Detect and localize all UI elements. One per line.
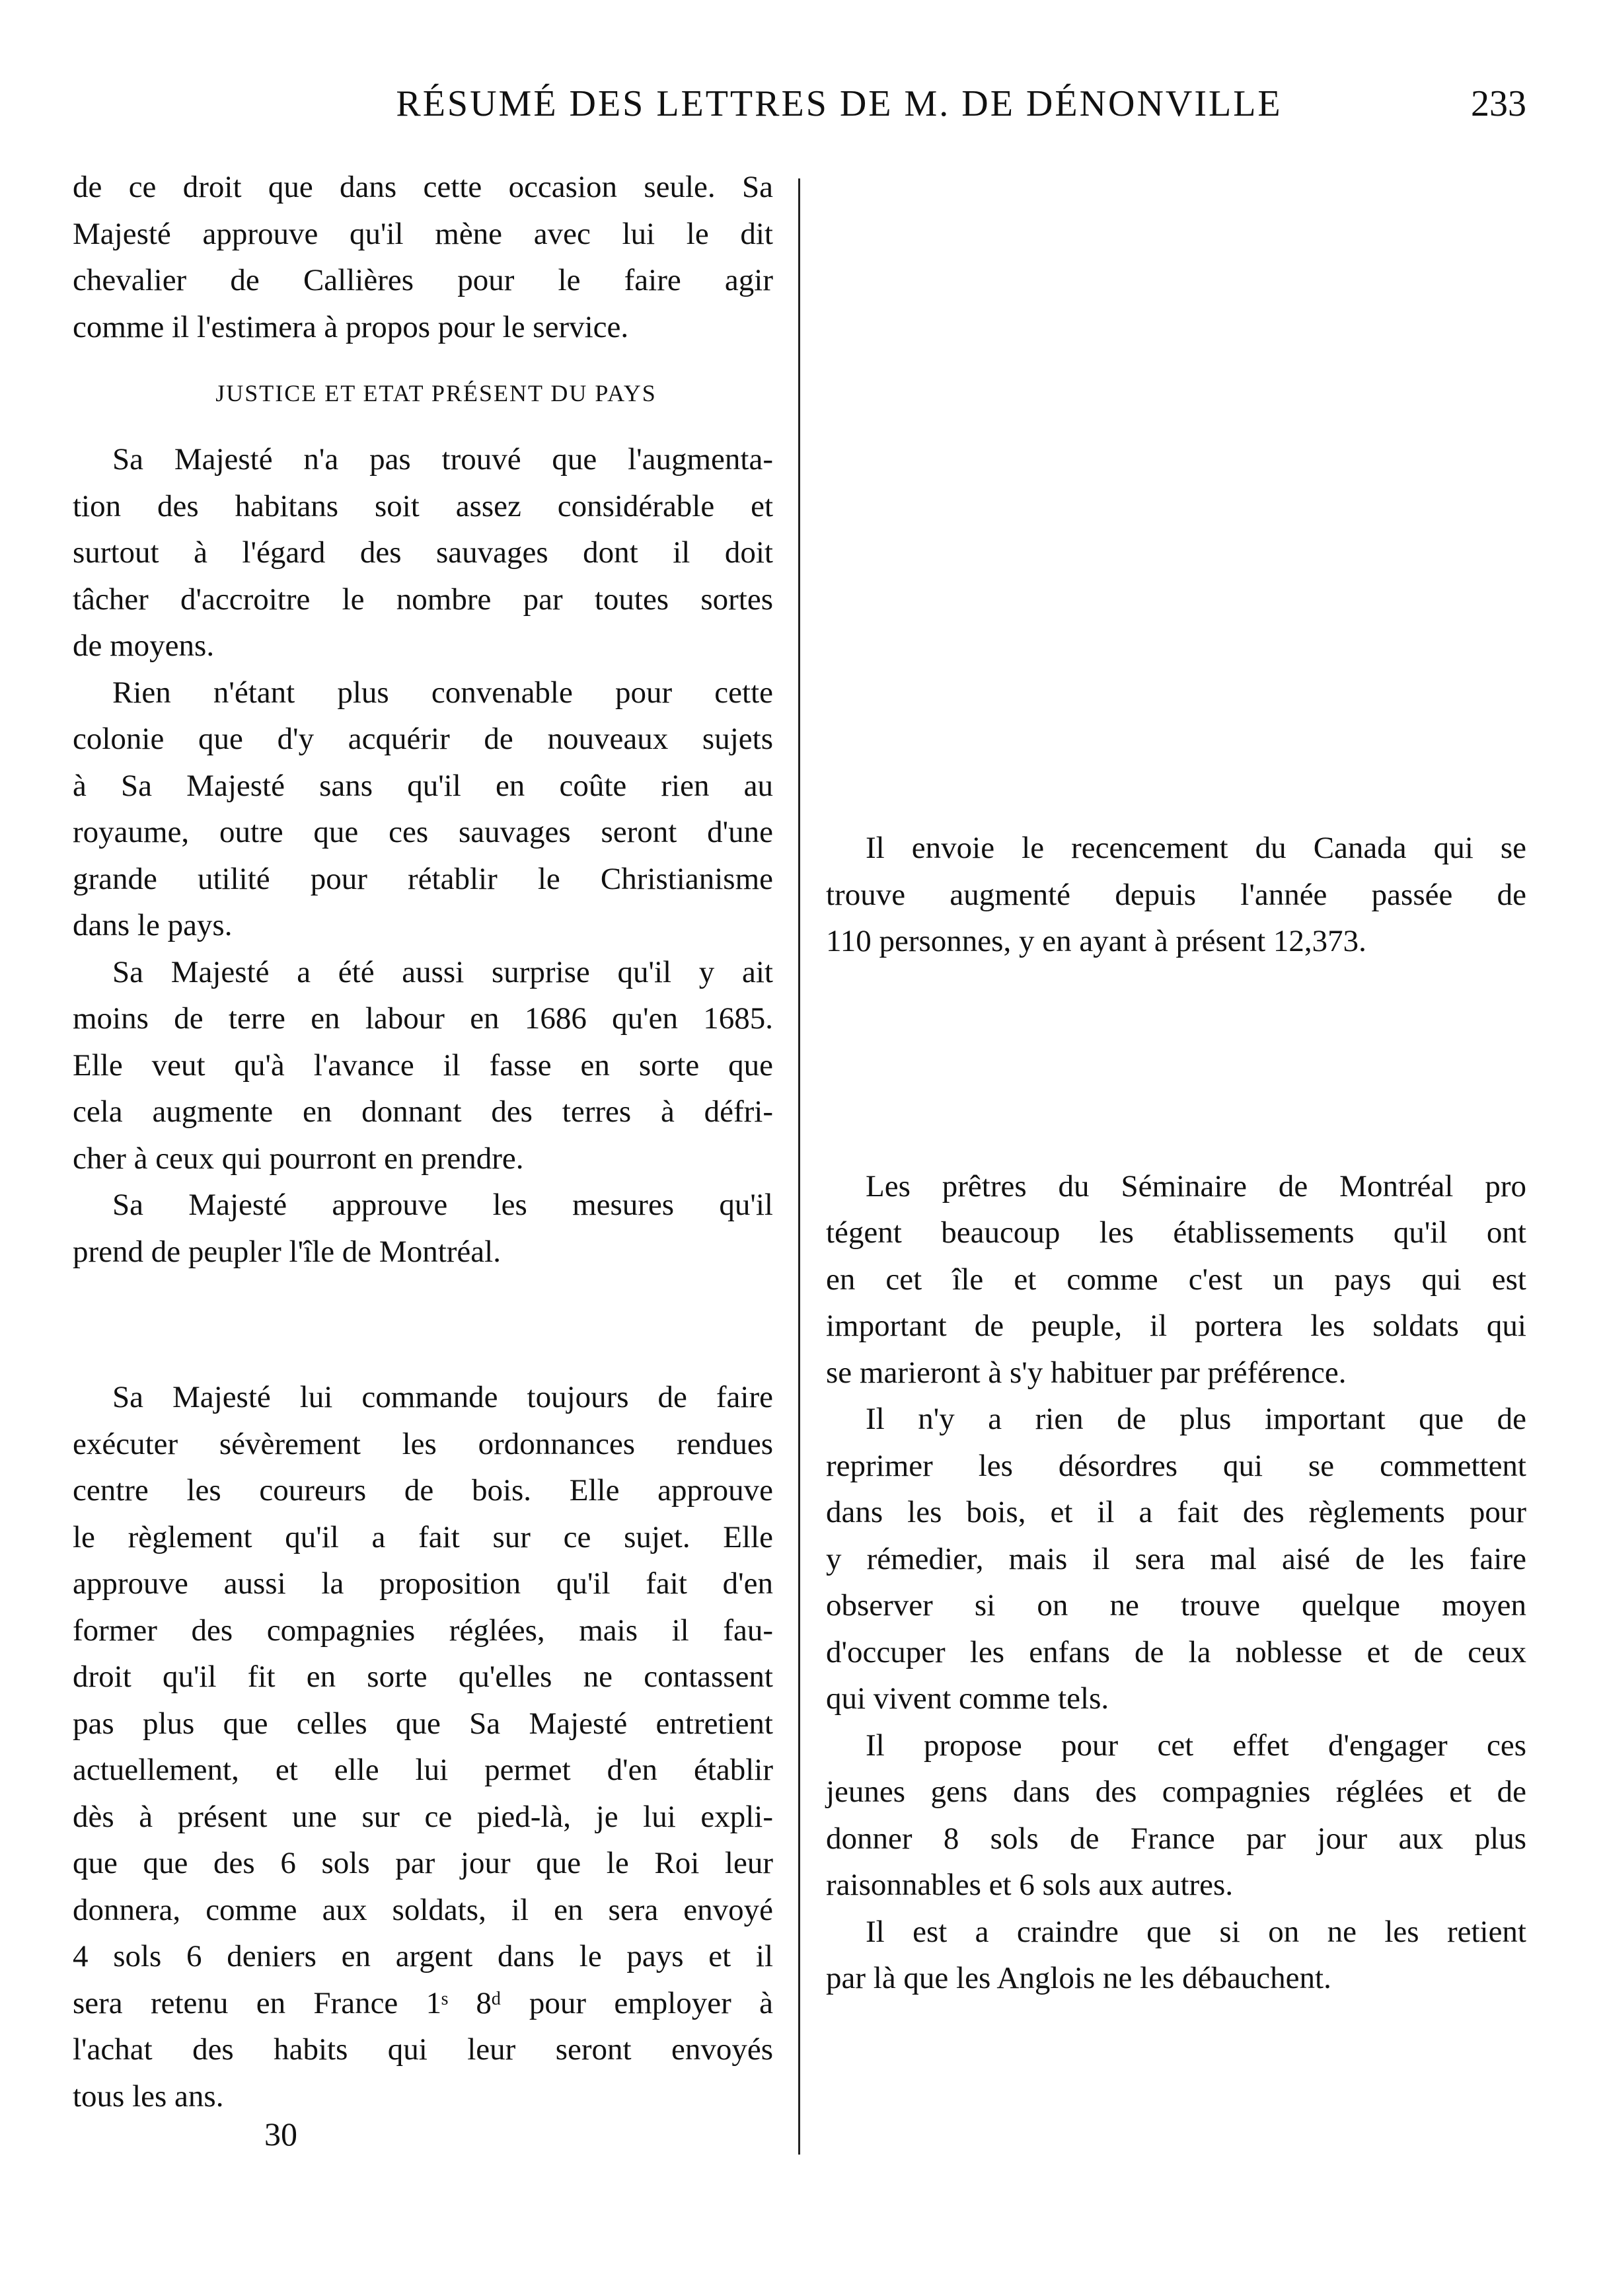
text-line: Il envoie le recencement du Canada qui se (866, 831, 1526, 865)
text-line: par là que les Anglois ne les débauchent. (826, 1961, 1331, 1995)
text-line: actuellement, et elle lui permet d'en établir (73, 1753, 773, 1787)
text-line: 110 personnes, y en ayant à présent 12,373. (826, 924, 1366, 958)
column-divider (798, 178, 800, 2155)
text-line: prend de peupler l'île de Montréal. (73, 1234, 501, 1269)
text-line: Il n'y a rien de plus important que de (866, 1402, 1526, 1436)
left-paragraph-2 (73, 670, 773, 949)
text-line: dès à présent une sur ce pied-là, je lui expli- (73, 1799, 773, 1834)
text-line: former des compagnies réglées, mais il fau- (73, 1613, 773, 1648)
page-header (73, 83, 1526, 135)
text-line: l'achat des habits qui leur seront envoyés (73, 2032, 773, 2067)
text-line: en cet île et comme c'est un pays qui est (826, 1262, 1526, 1297)
right-paragraph-5 (826, 1909, 1526, 2002)
text-line: moins de terre en labour en 1686 qu'en 1685. (73, 1001, 773, 1036)
text-line: tion des habitans soit assez considérable et (73, 488, 773, 523)
right-paragraph-4 (826, 1722, 1526, 1909)
text-line: Les prêtres du Séminaire de Montréal pro (866, 1168, 1526, 1204)
text-line: Sa Majesté a été aussi surprise qu'il y ait (112, 954, 773, 989)
text-line: de ce droit que dans cette occasion seule. Sa (73, 170, 773, 204)
page-number: 233 (1471, 83, 1526, 124)
text-line: donnera, comme aux soldats, il en sera envoyé (73, 1892, 773, 1927)
text-line: Elle veut qu'à l'avance il fasse en sorte que (73, 1048, 773, 1083)
text-line: Il est a craindre que si on ne les retient (866, 1914, 1526, 1949)
text-line: observer si on ne trouve quelque moyen (826, 1588, 1526, 1623)
running-title: RÉSUMÉ DES LETTRES DE M. DE DÉNONVILLE (396, 83, 1283, 124)
left-paragraph-0 (73, 164, 773, 350)
text-line: Sa Majesté n'a pas trouvé que l'augmenta- (112, 442, 773, 477)
text-line: Majesté approuve qu'il mène avec lui le dit (73, 216, 773, 251)
text-line: pas plus que celles que Sa Majesté entretient (73, 1706, 773, 1741)
right-paragraph-1 (826, 825, 1526, 965)
text-line: de moyens. (73, 629, 215, 663)
text-line: Rien n'étant plus convenable pour cette (112, 675, 773, 710)
text-line: important de peuple, il portera les soldats qui (826, 1309, 1526, 1343)
text-line: à Sa Majesté sans qu'il en coûte rien au (73, 768, 773, 803)
text-line: grande utilité pour rétablir le Christianisme (73, 861, 773, 896)
left-paragraph-4 (73, 1182, 773, 1275)
text-line: centre les coureurs de bois. Elle approuve (73, 1473, 773, 1508)
text-line: raisonnables et 6 sols aux autres. (826, 1868, 1234, 1902)
text-line: Sa Majesté approuve les mesures qu'il (112, 1188, 773, 1222)
text-line: chevalier de Callières pour le faire agir (73, 263, 773, 297)
left-paragraph-1 (73, 436, 773, 670)
text-line: donner 8 sols de France par jour aux plus (826, 1821, 1526, 1856)
text-line: jeunes gens dans des compagnies réglées et de (826, 1775, 1526, 1809)
text-line: se marieront à s'y habituer par préférence. (826, 1355, 1347, 1390)
section-heading: JUSTICE ET ETAT PRÉSENT DU PAYS (215, 380, 657, 406)
text-line: dans les bois, et il a fait des règlements pour (826, 1495, 1526, 1529)
left-column (73, 164, 773, 2120)
text-line: le règlement qu'il a fait sur ce sujet. Elle (73, 1519, 773, 1554)
text-line: tâcher d'accroitre le nombre par toutes sortes (73, 582, 773, 617)
text-line: que que des 6 sols par jour que le Roi leur (73, 1846, 773, 1880)
text-line: cela augmente en donnant des terres à défri- (73, 1094, 773, 1129)
text-line: reprimer les désordres qui se commettent (826, 1448, 1526, 1483)
text-line: colonie que d'y acquérir de nouveaux sujets (73, 722, 773, 756)
text-line: d'occuper les enfans de la noblesse et de ceux (826, 1634, 1526, 1669)
right-paragraph-2 (826, 1163, 1526, 1397)
text-line: 4 sols 6 deniers en argent dans le pays et il (73, 1939, 773, 1973)
text-line: qui vivent comme tels. (826, 1681, 1109, 1716)
signature-mark: 30 (264, 2116, 297, 2153)
text-line: Il propose pour cet effet d'engager ces (866, 1728, 1526, 1763)
text-line: droit qu'il fit en sorte qu'elles ne contassent (73, 1660, 773, 1694)
text-line: tégent beaucoup les établissements qu'il ont (826, 1215, 1526, 1250)
text-line: Sa Majesté lui commande toujours de faire (112, 1380, 773, 1414)
text-line: trouve augmenté depuis l'année passée de (826, 877, 1526, 912)
left-paragraph-5 (73, 1374, 773, 2120)
left-paragraph-3 (73, 949, 773, 1182)
text-line: cher à ceux qui pourront en prendre. (73, 1141, 524, 1176)
text-line: tous les ans. (73, 2079, 224, 2114)
text-line: surtout à l'égard des sauvages dont il doit (73, 535, 773, 570)
right-paragraph-3 (826, 1396, 1526, 1722)
text-line: approuve aussi la proposition qu'il fait d'en (73, 1566, 773, 1601)
text-line: comme il l'estimera à propos pour le service. (73, 309, 629, 344)
text-line: sera retenu en France 1ˢ 8ᵈ pour employer à (73, 1985, 773, 2020)
text-line: y rémedier, mais il sera mal aisé de les faire (826, 1541, 1526, 1576)
text-line: exécuter sévèrement les ordonnances rendues (73, 1426, 773, 1461)
right-column (826, 164, 1526, 2002)
text-line: dans le pays. (73, 908, 233, 942)
text-line: royaume, outre que ces sauvages seront d'une (73, 815, 773, 849)
